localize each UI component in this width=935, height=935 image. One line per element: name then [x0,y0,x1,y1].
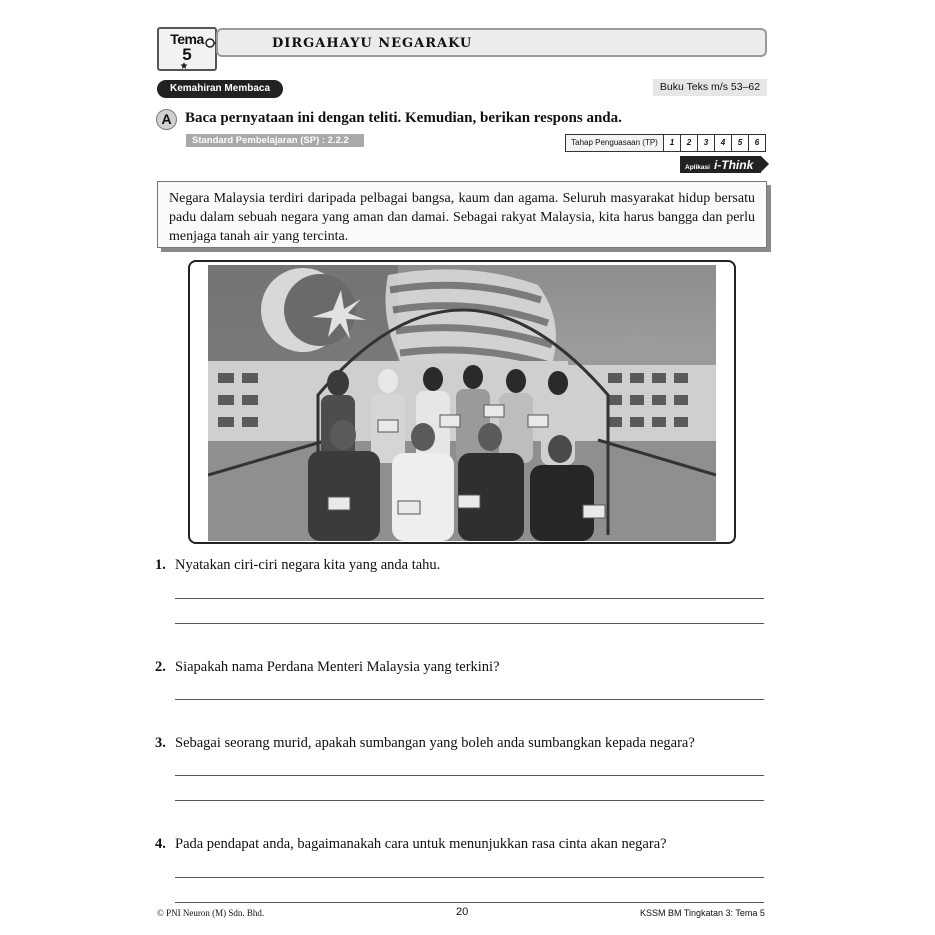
mastery-level-cell[interactable]: 2 [681,135,698,151]
question-number: 4. [155,836,166,852]
question-1 [155,557,440,574]
answer-line[interactable] [175,699,764,700]
answer-line[interactable] [175,598,764,599]
page-number: 20 [456,906,469,918]
students-with-flags-photo [208,265,716,541]
mastery-level-label: Tahap Penguasaan (TP) [566,135,664,151]
mastery-level-table [565,134,766,152]
footer-copyright: © PNI Neuron (M) Sdn. Bhd. [157,908,265,918]
ithink-arrow-icon [761,156,769,172]
answer-line[interactable] [175,623,764,624]
chapter-title: DIRGAHAYU NEGARAKU [272,36,473,51]
skill-label: Kemahiran Membaca [157,80,283,98]
photo-frame [188,260,736,544]
question-number: 3. [155,735,166,751]
answer-line[interactable] [175,775,764,776]
learning-standard: Standard Pembelajaran (SP) : 2.2.2 [186,134,364,147]
question-text: Pada pendapat anda, bagaimanakah cara untuk menunjukkan rasa cinta akan negara? [175,836,667,852]
section-letter: A [156,109,177,130]
theme-word: Tema [170,31,204,47]
section-instruction: Baca pernyataan ini dengan teliti. Kemudian, berikan respons anda. [185,110,622,126]
question-number: 2. [155,659,166,675]
answer-line[interactable] [175,877,764,878]
question-4 [155,836,667,853]
question-text: Sebagai seorang murid, apakah sumbangan yang boleh anda sumbangkan kepada negara? [175,735,695,751]
textbook-reference: Buku Teks m/s 53–62 [653,79,767,96]
ithink-name: i-Think [713,158,754,172]
answer-line[interactable] [175,902,764,903]
figure-icon: 🟊 [180,61,188,72]
question-2 [155,659,500,676]
ithink-tag [680,156,761,173]
answer-line[interactable] [175,800,764,801]
mastery-level-cell[interactable]: 6 [754,138,760,147]
question-number: 1. [155,557,166,573]
footer-book-info: KSSM BM Tingkatan 3: Tema 5 [640,908,765,918]
question-text: Siapakah nama Perdana Menteri Malaysia yang terkini? [175,659,500,675]
chapter-title-bar [216,28,767,57]
question-text: Nyatakan ciri-ciri negara kita yang anda tahu. [175,557,441,573]
mastery-level-cell[interactable]: 4 [715,135,732,151]
mastery-level-cell[interactable]: 5 [732,135,749,151]
mastery-level-cell[interactable]: 3 [698,135,715,151]
reading-passage: Negara Malaysia terdiri daripada pelbagai bangsa, kaum dan agama. Seluruh masyarakat hidup bersatu padu dalam sebuah negara yang aman dan damai. Sebagai rakyat Malaysia, kita harus bangga dan perlu menjaga tanah air yang tercinta. [157,181,767,248]
ithink-prefix: Aplikasi [685,164,710,171]
theme-number: 5 [182,45,192,64]
mastery-level-cell[interactable]: 1 [664,135,681,151]
question-3 [155,735,695,752]
